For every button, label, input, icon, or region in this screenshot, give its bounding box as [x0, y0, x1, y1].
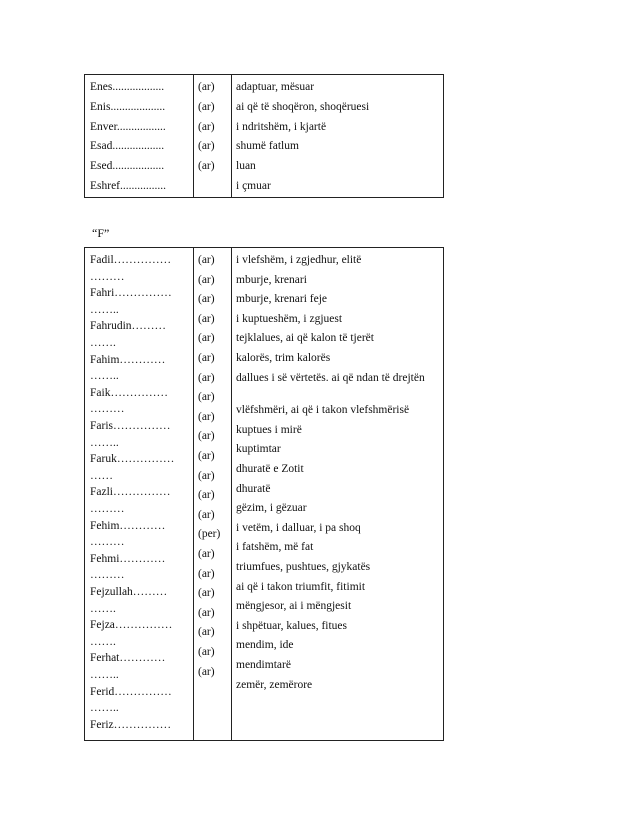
name-entry: Esed..................	[90, 160, 165, 173]
name-entry: Enes..................	[90, 81, 165, 93]
name-entry: Enver.................	[90, 120, 166, 133]
meaning-entry: adaptuar, mësuar	[236, 81, 315, 93]
meaning-entry: kalorës, trim kalorës	[236, 352, 331, 364]
meaning-entry: luan	[236, 160, 256, 173]
section-heading-f: “F”	[92, 226, 110, 240]
meaning-entry: mendim, ide	[236, 639, 294, 652]
origin-entry: (ar)	[198, 81, 215, 93]
origin-entry: (ar)	[198, 410, 215, 423]
name-entry: Fehim…………	[90, 519, 166, 532]
name-entry: ……..	[90, 436, 119, 449]
name-entry: Fejza……………	[90, 619, 173, 632]
origin-entry: (per)	[198, 528, 221, 541]
origin-entry: (ar)	[198, 371, 215, 384]
meaning-entry: kuptimtar	[236, 443, 281, 456]
names-table-e	[84, 74, 444, 198]
name-entry: ……	[90, 469, 113, 482]
meaning-entry: i vetëm, i dalluar, i pa shoq	[236, 521, 361, 534]
name-entry: ……..	[90, 669, 119, 681]
name-entry: ………	[90, 403, 125, 416]
name-entry: …….	[90, 635, 116, 648]
name-entry: Esad..................	[90, 140, 165, 153]
name-column	[85, 75, 194, 197]
name-entry: Feriz……………	[90, 718, 172, 731]
origin-entry: (ar)	[198, 312, 215, 325]
meaning-column	[231, 248, 443, 740]
origin-entry: (ar)	[198, 293, 215, 306]
origin-entry: (ar)	[198, 352, 215, 364]
meaning-entry: kuptues i mirë	[236, 423, 302, 436]
name-entry: Faik……………	[90, 386, 168, 399]
meaning-entry: vlëfshmëri, ai që i takon vlefshmërisë	[236, 404, 410, 417]
meaning-entry: mëngjesor, ai i mëngjesit	[236, 600, 352, 613]
origin-entry: (ar)	[198, 626, 215, 639]
name-entry: ……..	[90, 702, 119, 715]
origin-entry: (ar)	[198, 606, 215, 619]
origin-entry: (ar)	[198, 100, 215, 113]
meaning-entry: gëzim, i gëzuar	[236, 502, 307, 515]
name-entry: ………	[90, 270, 125, 283]
name-entry: ……..	[90, 370, 119, 383]
name-entry: ……..	[90, 303, 119, 316]
name-entry: Fahrudin………	[90, 320, 167, 333]
name-entry: Ferhat…………	[90, 652, 166, 665]
meaning-entry: tejklalues, ai që kalon të tjerët	[236, 332, 374, 345]
name-entry: ………	[90, 536, 125, 549]
meaning-entry: i ndritshëm, i kjartë	[236, 120, 327, 133]
name-entry: Enis...................	[90, 100, 166, 113]
meaning-entry: ai që të shoqëron, shoqëruesi	[236, 100, 370, 113]
meaning-entry: i shpëtuar, kalues, fitues	[236, 619, 347, 632]
name-entry: ………	[90, 503, 125, 515]
meaning-entry: shumë fatlum	[236, 140, 299, 153]
name-entry: Faris……………	[90, 420, 171, 432]
meaning-entry: i vlefshëm, i zgjedhur, elitë	[236, 254, 362, 266]
name-entry: Eshref................	[90, 180, 167, 192]
origin-entry: (ar)	[198, 489, 215, 502]
meaning-entry: ai që i takon triumfit, fitimit	[236, 580, 366, 593]
origin-entry: (ar)	[198, 469, 215, 482]
name-entry: Fahim…………	[90, 353, 166, 366]
origin-entry: (ar)	[198, 587, 215, 600]
origin-entry: (ar)	[198, 646, 215, 658]
origin-entry: (ar)	[198, 332, 215, 345]
origin-entry: (ar)	[198, 391, 215, 404]
name-entry: Fazli……………	[90, 486, 171, 499]
meaning-entry: mburje, krenari feje	[236, 293, 327, 306]
origin-column	[193, 75, 232, 197]
origin-entry: (ar)	[198, 430, 215, 443]
origin-entry: (ar)	[198, 548, 215, 560]
names-table-f	[84, 247, 444, 741]
name-column	[85, 248, 194, 740]
origin-entry: (ar)	[198, 254, 215, 266]
meaning-entry: zemër, zemërore	[236, 678, 313, 691]
name-entry: Fejzullah………	[90, 586, 168, 598]
name-entry: Faruk……………	[90, 453, 175, 466]
origin-entry: (ar)	[198, 567, 215, 580]
origin-entry: (ar)	[198, 665, 215, 678]
meaning-entry: dhuratë	[236, 482, 271, 495]
meaning-entry: i kuptueshëm, i zgjuest	[236, 312, 343, 325]
meaning-column	[231, 75, 443, 197]
meaning-entry: dallues i së vërtetës. ai që ndan të drejtën	[236, 371, 425, 384]
name-entry: Fehmi…………	[90, 552, 166, 565]
name-entry: Fadil……………	[90, 254, 172, 266]
origin-column	[193, 248, 232, 740]
origin-entry: (ar)	[198, 273, 215, 286]
meaning-entry: dhuratë e Zotit	[236, 463, 304, 475]
origin-entry: (ar)	[198, 450, 215, 462]
meaning-entry: triumfues, pushtues, gjykatës	[236, 561, 371, 573]
origin-entry: (ar)	[198, 140, 215, 153]
name-entry: …….	[90, 602, 116, 615]
meaning-entry: i fatshëm, më fat	[236, 541, 314, 554]
meaning-entry: i çmuar	[236, 180, 271, 192]
name-entry: …….	[90, 337, 116, 349]
origin-entry: (ar)	[198, 120, 215, 133]
name-entry: Ferid……………	[90, 685, 172, 698]
name-entry: ………	[90, 569, 125, 582]
meaning-entry: mendimtarë	[236, 659, 291, 671]
origin-entry: (ar)	[198, 160, 215, 173]
meaning-entry: mburje, krenari	[236, 273, 307, 286]
origin-entry: (ar)	[198, 508, 215, 521]
name-entry: Fahri……………	[90, 287, 172, 300]
